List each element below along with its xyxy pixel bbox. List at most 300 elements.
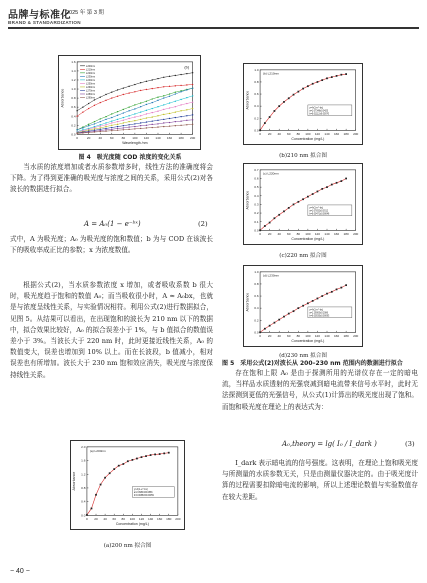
data-point	[259, 229, 261, 231]
figure-5c-svg	[244, 164, 362, 244]
data-point	[336, 182, 338, 184]
data-point	[128, 86, 129, 87]
data-point	[326, 186, 328, 188]
fit-equation: y=A(1-e^-bx)	[309, 206, 324, 210]
x-tick-label: 40	[98, 136, 102, 141]
data-point	[111, 117, 112, 118]
data-point	[140, 115, 141, 116]
data-point	[94, 123, 95, 124]
data-point	[274, 322, 276, 324]
data-point	[100, 121, 101, 122]
data-point	[340, 287, 342, 289]
y-tick-label: 0.4	[254, 306, 259, 311]
data-point	[154, 454, 156, 456]
data-point	[157, 100, 158, 101]
data-point	[307, 85, 309, 87]
data-point	[283, 210, 285, 212]
x-tick-label: 140	[155, 136, 161, 141]
x-tick-label: 160	[333, 232, 340, 237]
y-tick-label: 1.0	[71, 87, 76, 92]
data-point	[88, 132, 89, 133]
data-point	[152, 108, 153, 109]
data-point	[128, 110, 129, 111]
data-point	[146, 81, 147, 82]
data-point	[152, 121, 153, 122]
data-point	[326, 293, 328, 295]
data-point	[259, 331, 261, 333]
x-tick-label: 100	[305, 132, 311, 137]
figure-5c-chart	[243, 163, 363, 245]
data-point	[128, 106, 129, 107]
data-point	[105, 130, 106, 131]
data-point	[163, 95, 164, 96]
data-point	[105, 122, 106, 123]
data-point	[186, 73, 187, 74]
right-paragraph-1	[222, 368, 418, 413]
x-tick-label: 100	[132, 136, 138, 141]
figure-5b-chart	[243, 63, 363, 145]
data-point	[140, 102, 141, 103]
data-point	[146, 127, 147, 128]
data-point	[134, 91, 135, 92]
x-tick-label: 120	[143, 136, 150, 141]
data-point	[169, 86, 170, 87]
data-point	[345, 73, 347, 75]
data-point	[140, 125, 141, 126]
data-point	[136, 458, 138, 460]
data-point	[140, 119, 141, 120]
y-tick-label: 0.7	[254, 167, 259, 172]
data-point	[76, 116, 77, 117]
figure-5b-caption: (b)210 nm 拟合图	[279, 153, 327, 159]
x-tick-label: 80	[296, 334, 301, 339]
data-point	[180, 125, 181, 126]
data-point	[192, 84, 193, 85]
data-point	[145, 455, 147, 457]
data-point	[82, 132, 83, 133]
data-point	[186, 103, 187, 104]
x-tick-label: 20	[267, 334, 272, 339]
fit-param-b: b=0.00535±0.00093	[309, 315, 330, 318]
data-point	[180, 104, 181, 105]
data-point	[321, 295, 323, 297]
data-point	[186, 89, 187, 90]
data-point	[146, 110, 147, 111]
data-point	[117, 126, 118, 127]
data-point	[111, 129, 112, 130]
data-point	[105, 126, 106, 127]
x-tick-label: 180	[178, 136, 184, 141]
panel-inner-label: (d) L230nm	[263, 273, 279, 278]
data-point	[180, 121, 181, 122]
data-point	[163, 122, 164, 123]
data-point	[163, 114, 164, 115]
data-point	[123, 120, 124, 121]
fit-param-b: b=0.00883±0.00059	[133, 495, 154, 498]
data-point	[117, 130, 118, 131]
plot-frame	[260, 170, 356, 230]
x-tick-label: 20	[94, 517, 98, 522]
data-point	[269, 116, 271, 118]
y-tick-label: 0.6	[254, 176, 259, 181]
data-point	[100, 127, 101, 128]
fit-equation: y=A(1-e^-bx)	[309, 106, 324, 110]
y-tick-label: 0.5	[254, 185, 259, 190]
x-tick-label: 80	[296, 132, 301, 137]
figure-5a-svg	[71, 441, 184, 529]
fit-equation: y=A(1-e^-bx)	[133, 487, 148, 491]
x-tick-label: 140	[324, 132, 330, 137]
y-tick-label: 0.0	[81, 513, 86, 518]
data-point	[293, 204, 295, 206]
data-point	[157, 111, 158, 112]
figure-4-chart	[58, 55, 201, 150]
y-tick-label: 1.2	[71, 78, 76, 83]
data-point	[100, 131, 101, 132]
data-point	[169, 122, 170, 123]
data-point	[180, 110, 181, 111]
data-point	[159, 453, 161, 455]
data-point	[163, 97, 164, 98]
figure-5a-caption: (a)200 nm 拟合图	[103, 543, 152, 549]
data-point	[326, 77, 328, 79]
data-point	[117, 128, 118, 129]
right-p1: 存在饱和上限 A₀ 是由于探测所用的光谱仪存在一定的暗电流，当样品水质透射的光强衰减到暗电流带来信号水平时，此时无法探测到更低的光强信号，从公式(1)计算出的吸光度出现了饱和。而饱和吸光度在理论上的表达式为：	[222, 369, 418, 411]
y-tick-label: 1.6	[81, 458, 86, 463]
data-point	[186, 84, 187, 85]
data-point	[175, 106, 176, 107]
fit-curve	[260, 178, 346, 230]
data-point	[259, 129, 261, 131]
y-tick-label: 0.8	[81, 486, 86, 491]
data-point	[146, 125, 147, 126]
x-tick-label: 40	[277, 132, 281, 137]
y-tick-label: 1.0	[254, 67, 259, 72]
right-p2: I_dark 表示暗电流的信号强度。这表明，在理论上饱和吸光度与所测量的水质参数无关，只是由测量仪器决定的。由于吸光度计算的过程需要扣除暗电流的影响，所以上述理论数值与实验数值存在较大差距。	[222, 459, 418, 501]
figure-4-svg	[59, 56, 200, 149]
x-tick-label: 60	[112, 517, 116, 522]
plot-frame	[260, 70, 356, 130]
data-point	[113, 468, 115, 470]
left-p1: 当水质的浓度增加或者水质参数增多时，线性方法的准确度将会下降。为了得到更准确的吸光度与浓度之间的关系，采用公式(2)对各波长的数据进行拟合。	[10, 163, 213, 194]
x-tick-label: 140	[147, 517, 154, 522]
data-point	[105, 119, 106, 120]
figure-5d-chart	[243, 265, 363, 347]
data-point	[175, 111, 176, 112]
data-point	[105, 100, 106, 101]
y-tick-label: 0.4	[254, 193, 259, 198]
right-paragraph-2	[222, 458, 418, 503]
data-point	[123, 94, 124, 95]
x-tick-label: 40	[103, 517, 107, 522]
data-point	[111, 113, 112, 114]
y-tick-label: 0.0	[254, 330, 259, 335]
x-tick-label: 120	[314, 232, 321, 237]
x-tick-label: 60	[287, 334, 291, 339]
data-point	[278, 105, 280, 107]
legend-label: L260nm	[85, 85, 96, 89]
panel-inner-label: (c) L220nm	[263, 171, 279, 176]
y-tick-label: 0.8	[254, 282, 259, 287]
y-tick-label: 0.4	[81, 499, 86, 504]
x-tick-label: 120	[314, 334, 321, 339]
data-point	[169, 96, 170, 97]
data-point	[140, 90, 141, 91]
y-tick-label: 0.1	[254, 219, 259, 224]
data-point	[118, 465, 120, 467]
data-point	[180, 116, 181, 117]
x-axis-label: Concentration (mg/L)	[291, 339, 325, 344]
x-tick-label: 160	[166, 136, 173, 141]
x-axis-label: Concentration (mg/L)	[291, 237, 325, 242]
x-axis-label: Concentration (mg/L)	[115, 522, 149, 527]
data-point	[180, 74, 181, 75]
data-point	[140, 82, 141, 83]
data-point	[340, 180, 342, 182]
data-point	[88, 108, 89, 109]
data-point	[105, 124, 106, 125]
data-point	[86, 514, 88, 516]
data-point	[274, 110, 276, 112]
data-point	[100, 97, 101, 98]
data-point	[94, 128, 95, 129]
figure-5d-svg	[244, 266, 362, 346]
data-point	[175, 93, 176, 94]
legend-label: L240nm	[85, 78, 96, 82]
data-point	[123, 87, 124, 88]
x-tick-label: 100	[129, 517, 135, 522]
equation-2: A = A₀(1 − e⁻ᵇˣ)	[84, 220, 141, 228]
data-point	[175, 75, 176, 76]
data-point	[123, 122, 124, 123]
data-point	[175, 92, 176, 93]
data-point	[76, 133, 77, 134]
data-point	[283, 101, 285, 103]
y-tick-label: 0.4	[254, 104, 259, 109]
data-point	[168, 452, 170, 454]
data-point	[100, 125, 101, 126]
x-axis-label: Concentration (mg/L)	[291, 137, 325, 142]
data-point	[302, 88, 304, 90]
data-point	[293, 310, 295, 312]
x-tick-label: 40	[277, 232, 281, 237]
data-point	[76, 110, 77, 111]
data-point	[117, 121, 118, 122]
y-axis-label: Absorbance	[72, 471, 77, 491]
data-point	[312, 193, 314, 195]
x-tick-label: 160	[333, 334, 340, 339]
x-tick-label: 20	[267, 232, 272, 237]
data-point	[340, 74, 342, 76]
data-point	[264, 225, 266, 227]
page-number: − 40 −	[10, 568, 30, 575]
data-point	[111, 92, 112, 93]
figure-5a-chart	[70, 440, 185, 530]
y-tick-label: 1.2	[81, 472, 86, 477]
data-point	[104, 477, 106, 479]
x-tick-label: 40	[277, 334, 281, 339]
x-tick-label: 20	[267, 132, 272, 137]
figure-4-caption: 图 4 吸光度随 COD 浓度的变化关系	[78, 154, 182, 161]
data-point	[134, 123, 135, 124]
data-point	[123, 125, 124, 126]
data-point	[100, 129, 101, 130]
y-axis-label: Absorbance	[245, 90, 250, 110]
data-point	[128, 124, 129, 125]
header-rule	[8, 27, 419, 29]
journal-title: 品牌与标准化	[8, 10, 71, 21]
data-point	[186, 97, 187, 98]
data-point	[105, 94, 106, 95]
data-point	[82, 106, 83, 107]
data-point	[317, 298, 319, 300]
data-point	[100, 102, 101, 103]
data-point	[157, 123, 158, 124]
data-point	[169, 93, 170, 94]
x-tick-label: 140	[324, 334, 330, 339]
y-axis-label: Absorbance	[60, 88, 65, 108]
data-point	[345, 178, 347, 180]
y-tick-label: 0.4	[71, 114, 76, 119]
y-tick-label: 0.6	[71, 105, 76, 110]
data-point	[111, 125, 112, 126]
y-tick-label: 0.3	[254, 202, 259, 207]
data-point	[105, 129, 106, 130]
data-point	[157, 126, 158, 127]
data-point	[117, 119, 118, 120]
y-axis-label: Absorbance	[245, 190, 250, 210]
data-point	[186, 124, 187, 125]
data-point	[186, 115, 187, 116]
x-tick-label: 200	[175, 517, 181, 522]
data-point	[175, 101, 176, 102]
data-point	[134, 104, 135, 105]
y-axis-label: Absorbance	[245, 292, 250, 312]
left-paragraph-1	[10, 162, 213, 196]
data-point	[192, 108, 193, 109]
data-point	[278, 319, 280, 321]
data-point	[146, 101, 147, 102]
plot-frame	[87, 447, 178, 515]
data-point	[76, 129, 77, 130]
data-point	[117, 115, 118, 116]
x-tick-label: 200	[190, 136, 196, 141]
x-tick-label: 180	[343, 132, 349, 137]
data-point	[180, 91, 181, 92]
data-point	[134, 113, 135, 114]
data-point	[288, 97, 290, 99]
data-point	[169, 113, 170, 114]
data-point	[283, 316, 285, 318]
data-point	[122, 463, 124, 465]
data-point	[297, 201, 299, 203]
panel-inner-label: (b) L210nm	[263, 71, 279, 76]
data-point	[157, 87, 158, 88]
y-tick-label: 1.0	[254, 269, 259, 274]
data-point	[127, 460, 129, 462]
y-tick-label: 0.0	[71, 132, 76, 137]
x-tick-label: 0	[259, 334, 261, 339]
data-point	[146, 117, 147, 118]
journal-header	[8, 6, 419, 36]
x-tick-label: 140	[324, 232, 330, 237]
data-point	[157, 97, 158, 98]
left-paragraph-3	[10, 280, 213, 381]
x-tick-label: 0	[86, 517, 88, 522]
data-point	[180, 99, 181, 100]
data-point	[288, 313, 290, 315]
data-point	[111, 121, 112, 122]
legend-label: L280nm	[85, 92, 96, 96]
data-point	[134, 116, 135, 117]
data-point	[264, 328, 266, 330]
data-point	[317, 191, 319, 193]
data-point	[157, 78, 158, 79]
data-point	[163, 126, 164, 127]
legend-label: L210nm	[85, 68, 96, 72]
data-point	[105, 116, 106, 117]
fit-param-a: a=1.29005±0.2086	[309, 312, 329, 315]
data-point	[169, 102, 170, 103]
data-point	[123, 129, 124, 130]
data-point	[345, 284, 347, 286]
data-point	[134, 126, 135, 127]
data-point	[146, 113, 147, 114]
data-point	[157, 106, 158, 107]
left-p2: 式中，A 为吸光度；A₀ 为吸光度的饱和数值；b 为与 COD 在该波长下的吸收率成正比的参数；x 为浓度数值。	[10, 235, 213, 255]
data-point	[302, 198, 304, 200]
data-point	[134, 108, 135, 109]
data-point	[192, 101, 193, 102]
data-point	[152, 124, 153, 125]
left-paragraph-2	[10, 234, 213, 256]
data-point	[312, 300, 314, 302]
journal-subtitle-en: BRAND & STANDARDIZATION	[8, 20, 81, 25]
x-tick-label: 60	[287, 232, 291, 237]
x-tick-label: 80	[121, 136, 126, 141]
data-point	[269, 325, 271, 327]
data-point	[95, 494, 97, 496]
data-point	[88, 125, 89, 126]
data-point	[186, 120, 187, 121]
y-tick-label: 2.0	[81, 444, 86, 449]
y-tick-label: 0.2	[254, 318, 259, 323]
data-point	[123, 127, 124, 128]
data-point	[288, 207, 290, 209]
data-point	[331, 184, 333, 186]
data-point	[336, 289, 338, 291]
data-point	[278, 214, 280, 216]
data-point	[140, 122, 141, 123]
x-tick-label: 200	[353, 334, 359, 339]
x-tick-label: 180	[343, 232, 349, 237]
y-tick-label: 1.4	[71, 69, 76, 74]
y-tick-label: 0.0	[254, 128, 259, 133]
x-tick-label: 160	[157, 517, 163, 522]
x-tick-label: 120	[138, 517, 145, 522]
data-point	[157, 120, 158, 121]
data-point	[192, 114, 193, 115]
data-point	[274, 217, 276, 219]
x-axis-label: Wavelength /nm	[122, 141, 148, 146]
data-point	[128, 121, 129, 122]
data-point	[140, 128, 141, 129]
data-point	[91, 508, 93, 510]
equation-3-number: (3)	[405, 440, 415, 448]
data-point	[117, 96, 118, 97]
equation-3: A₀,theory = lg( I₀ / I_dark )	[282, 440, 377, 448]
data-point	[163, 452, 165, 454]
